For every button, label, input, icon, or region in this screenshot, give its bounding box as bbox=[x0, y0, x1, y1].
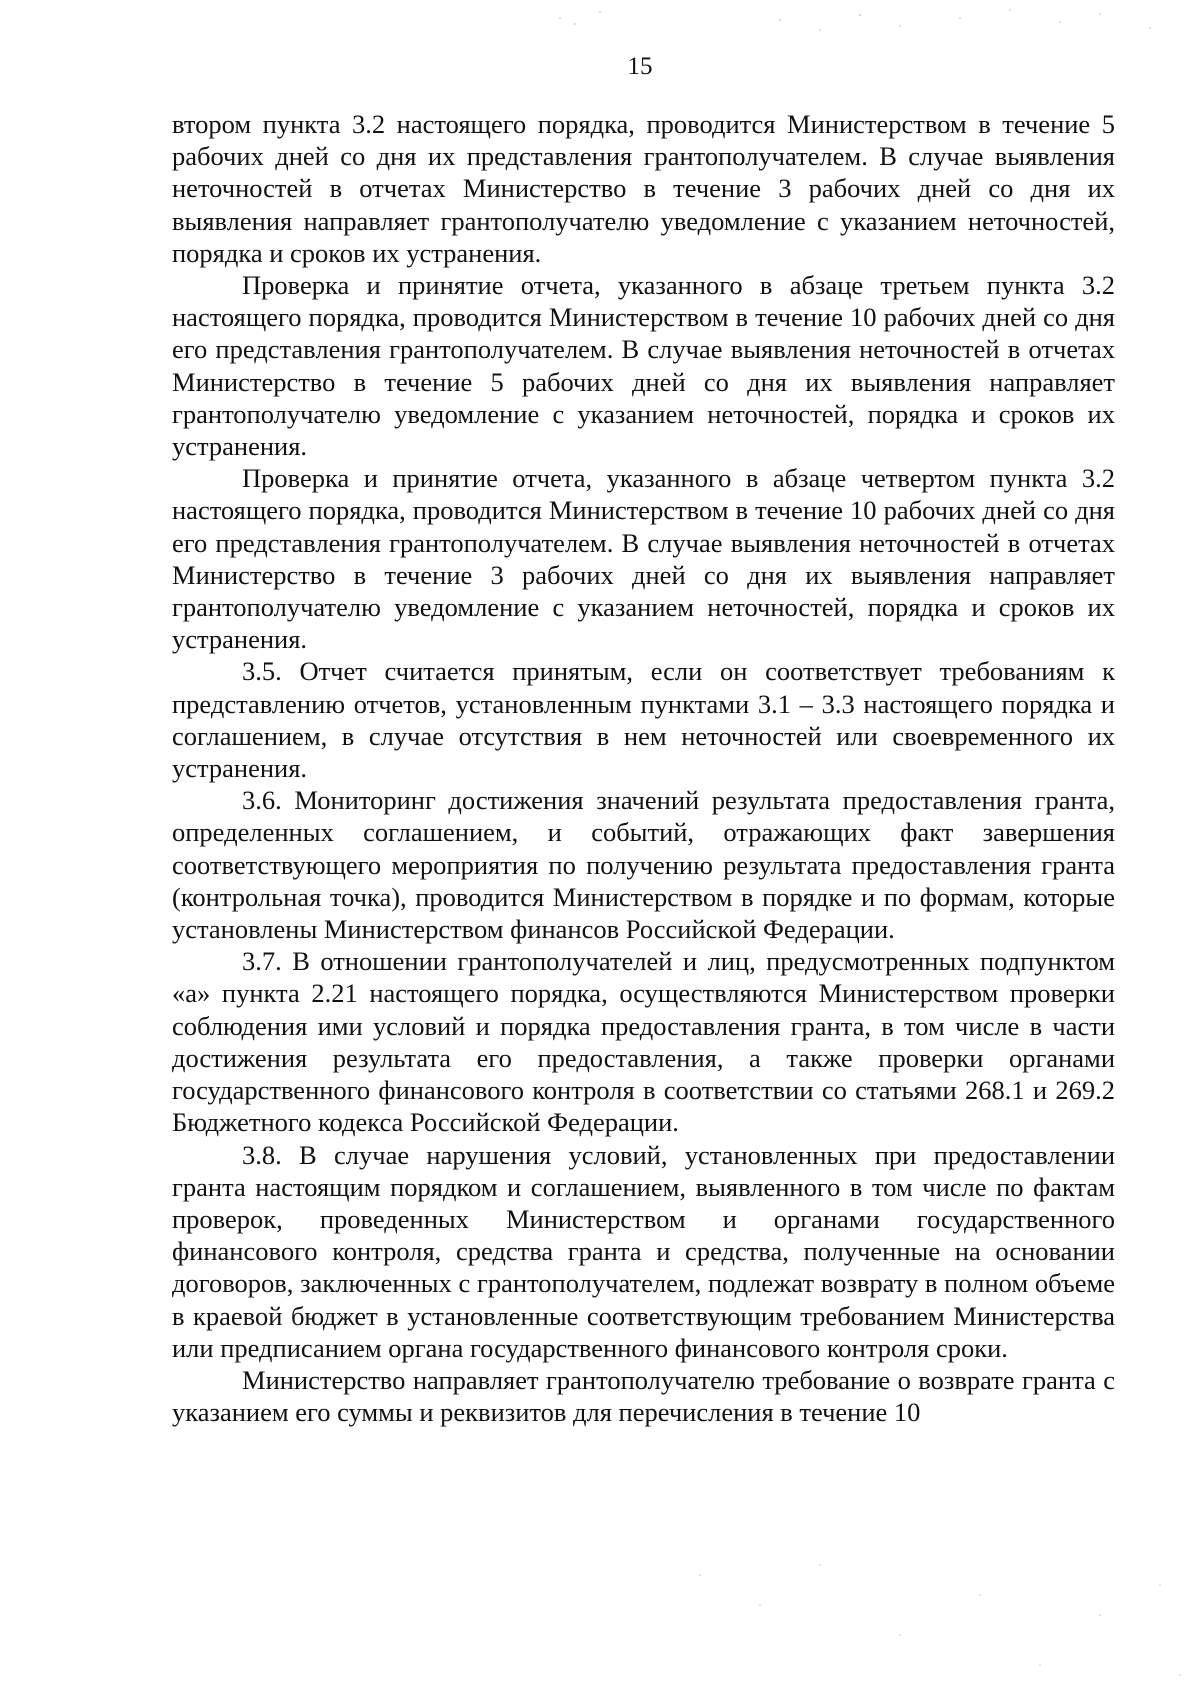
scan-noise-top bbox=[0, 0, 1200, 60]
paragraph-item-3-8: 3.8. В случае нарушения условий, установленных при предоставлении гранта настоящим порядком и соглашением, выявленного в том числе по фактам проверок, проведенных Министерством и органами государственного финансового контроля, средства гранта и средства, полученные на основании договоров, заключенных с грантополучателем, подлежат возврату в полном объеме в краевой бюджет в установленные соответствующим требованием Министерства или предписанием органа государственного финансового контроля сроки. bbox=[172, 1139, 1115, 1363]
paragraph-item-3-6: 3.6. Мониторинг достижения значений результата предоставления гранта, определенных соглашением, и событий, отражающих факт завершения соответствующего мероприятия по получению результата предоставления гранта (контрольная точка), проводится Министерством в порядке и по формам, которые установлены Министерством финансов Российской Федерации. bbox=[172, 785, 1115, 945]
paragraph-return-demand: Министерство направляет грантополучателю требование о возврате гранта с указанием его суммы и реквизитов для перечисления в течение 10 bbox=[172, 1364, 1115, 1428]
document-body bbox=[172, 108, 1115, 1428]
paragraph-check-fourth-abzac: Проверка и принятие отчета, указанного в абзаце четвертом пункта 3.2 настоящего порядка, проводится Министерством в течение 10 рабочих дней со дня его представления грантополучателем. В случае выявления неточностей в отчетах Министерство в течение 3 рабочих дней со дня их выявления направляет грантополучателю уведомление с указанием неточностей, порядка и сроков их устранения. bbox=[172, 463, 1115, 655]
paragraph-item-3-7: 3.7. В отношении грантополучателей и лиц, предусмотренных подпунктом «а» пункта 2.21 настоящего порядка, осуществляются Министерством проверки соблюдения ими условий и порядка предоставления гранта, в том числе в части достижения результата его предоставления, а также проверки органами государственного финансового контроля в соответствии со статьями 268.1 и 269.2 Бюджетного кодекса Российской Федерации. bbox=[172, 946, 1115, 1138]
paragraph-item-3-5: 3.5. Отчет считается принятым, если он соответствует требованиям к представлению отчетов, установленным пунктами 3.1 – 3.3 настоящего порядка и соглашением, в случае отсутствия в нем неточностей или своевременного их устранения. bbox=[172, 656, 1115, 784]
scan-noise-bottom bbox=[0, 1545, 1200, 1705]
paragraph-check-third-abzac: Проверка и принятие отчета, указанного в абзаце третьем пункта 3.2 настоящего порядка, проводится Министерством в течение 10 рабочих дней со дня его представления грантополучателем. В случае выявления неточностей в отчетах Министерство в течение 5 рабочих дней со дня их выявления направляет грантополучателю уведомление с указанием неточностей, порядка и сроков их устранения. bbox=[172, 270, 1115, 462]
paragraph-continuation: втором пункта 3.2 настоящего порядка, проводится Министерством в течение 5 рабочих дней со дня их представления грантополучателем. В случае выявления неточностей в отчетах Министерство в течение 3 рабочих дней со дня их выявления направляет грантополучателю уведомление с указанием неточностей, порядка и сроков их устранения. bbox=[172, 109, 1115, 268]
page-number: 15 bbox=[627, 53, 653, 80]
